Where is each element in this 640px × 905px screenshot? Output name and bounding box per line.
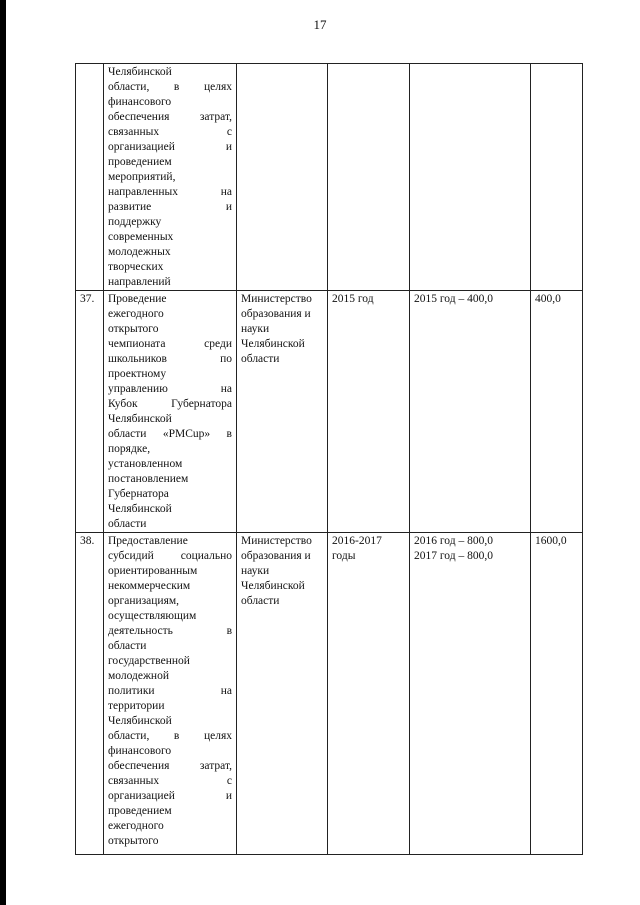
- activity-name-line: Предоставление: [108, 535, 188, 547]
- funding-line: 2015 год – 400,0: [414, 293, 493, 305]
- executor-line: Министерство: [241, 535, 312, 547]
- activity-name-line: молодежной: [108, 670, 169, 682]
- executor-cell: [237, 533, 328, 855]
- program-table-body: [76, 64, 583, 855]
- activity-name-line: области: [108, 640, 147, 652]
- activity-name-line: проведением: [108, 156, 172, 168]
- period-cell: [328, 291, 410, 533]
- executor-line: Челябинской: [241, 580, 305, 592]
- row-number-cell: [76, 64, 104, 291]
- activity-name-line: Кубок Губернатора: [108, 398, 232, 410]
- activity-name-line: поддержку: [108, 216, 162, 228]
- executor-line: Челябинской: [241, 338, 305, 350]
- executor-line: Министерство: [241, 293, 312, 305]
- row-number-cell: [76, 291, 104, 533]
- executor-cell: [237, 291, 328, 533]
- funding-line: 2017 год – 800,0: [414, 550, 493, 562]
- table-row: [76, 533, 583, 855]
- executor-cell: [237, 64, 328, 291]
- activity-name-line: связанных с: [108, 126, 232, 138]
- program-table: [75, 63, 583, 855]
- activity-name-line: организацией и: [108, 790, 232, 802]
- activity-name-line: территории: [108, 700, 165, 712]
- period-cell: [328, 64, 410, 291]
- period-cell: [328, 533, 410, 855]
- activity-name-line: области «PMCup» в: [108, 428, 232, 440]
- activity-name-line: связанных с: [108, 775, 232, 787]
- activity-name-line: финансового: [108, 745, 172, 757]
- activity-name-line: области, в целях: [108, 730, 232, 742]
- period-line: 2015 год: [332, 293, 374, 305]
- activity-name-line: ежегодного: [108, 308, 164, 320]
- activity-name-line: управлению на: [108, 383, 232, 395]
- activity-name-line: молодежных: [108, 246, 171, 258]
- funding-cell: [410, 64, 531, 291]
- activity-name-cell: [104, 533, 237, 855]
- activity-name-line: обеспечения затрат,: [108, 760, 232, 772]
- activity-name-line: развитие и: [108, 201, 232, 213]
- activity-name-line: субсидий социально: [108, 550, 232, 562]
- activity-name-line: направленных на: [108, 186, 232, 198]
- activity-name-line: порядке,: [108, 443, 151, 455]
- table-row: [76, 64, 583, 291]
- activity-name-line: Челябинской: [108, 66, 172, 78]
- activity-name-line: ориентированным: [108, 565, 198, 577]
- total-amount: 400,0: [535, 293, 561, 305]
- activity-name-cell: [104, 64, 237, 291]
- activity-name-line: Челябинской: [108, 503, 172, 515]
- activity-name-cell: [104, 291, 237, 533]
- activity-name-line: обеспечения затрат,: [108, 111, 232, 123]
- row-number: 37.: [80, 293, 95, 305]
- activity-name-line: организацией и: [108, 141, 232, 153]
- activity-name-line: осуществляющим: [108, 610, 197, 622]
- activity-name-line: открытого: [108, 323, 159, 335]
- activity-name-line: государственной: [108, 655, 190, 667]
- total-cell: [531, 533, 583, 855]
- period-line: годы: [332, 550, 356, 562]
- activity-name-line: мероприятий,: [108, 171, 176, 183]
- scan-edge: [0, 0, 6, 905]
- row-number: 38.: [80, 535, 95, 547]
- activity-name-line: организациям,: [108, 595, 180, 607]
- activity-name-line: открытого: [108, 835, 159, 847]
- activity-name-line: финансового: [108, 96, 172, 108]
- executor-line: образования и: [241, 308, 311, 320]
- funding-cell: [410, 533, 531, 855]
- activity-name-line: школьников по: [108, 353, 232, 365]
- total-cell: [531, 64, 583, 291]
- activity-name-line: творческих: [108, 261, 164, 273]
- activity-name-line: области: [108, 518, 147, 530]
- activity-name-line: Челябинской: [108, 413, 172, 425]
- page-number: 17: [313, 17, 327, 32]
- activity-name-line: деятельность в: [108, 625, 232, 637]
- funding-cell: [410, 291, 531, 533]
- executor-line: области: [241, 353, 280, 365]
- row-number-cell: [76, 533, 104, 855]
- activity-name-line: Проведение: [108, 293, 167, 305]
- executor-line: области: [241, 595, 280, 607]
- activity-name-line: некоммерческим: [108, 580, 191, 592]
- funding-line: 2016 год – 800,0: [414, 535, 493, 547]
- activity-name-line: политики на: [108, 685, 232, 697]
- total-cell: [531, 291, 583, 533]
- activity-name-line: проведением: [108, 805, 172, 817]
- activity-name-line: ежегодного: [108, 820, 164, 832]
- activity-name-line: области, в целях: [108, 81, 232, 93]
- activity-name-line: установленном: [108, 458, 183, 470]
- activity-name-line: Губернатора: [108, 488, 169, 500]
- executor-line: науки: [241, 565, 270, 577]
- total-amount: 1600,0: [535, 535, 567, 547]
- activity-name-line: направлений: [108, 276, 171, 288]
- activity-name-line: постановлением: [108, 473, 189, 485]
- executor-line: науки: [241, 323, 270, 335]
- activity-name-line: проектному: [108, 368, 167, 380]
- activity-name-line: современных: [108, 231, 174, 243]
- period-line: 2016-2017: [332, 535, 382, 547]
- activity-name-line: Челябинской: [108, 715, 172, 727]
- executor-line: образования и: [241, 550, 311, 562]
- table-row: [76, 291, 583, 533]
- activity-name-line: чемпионата среди: [108, 338, 232, 350]
